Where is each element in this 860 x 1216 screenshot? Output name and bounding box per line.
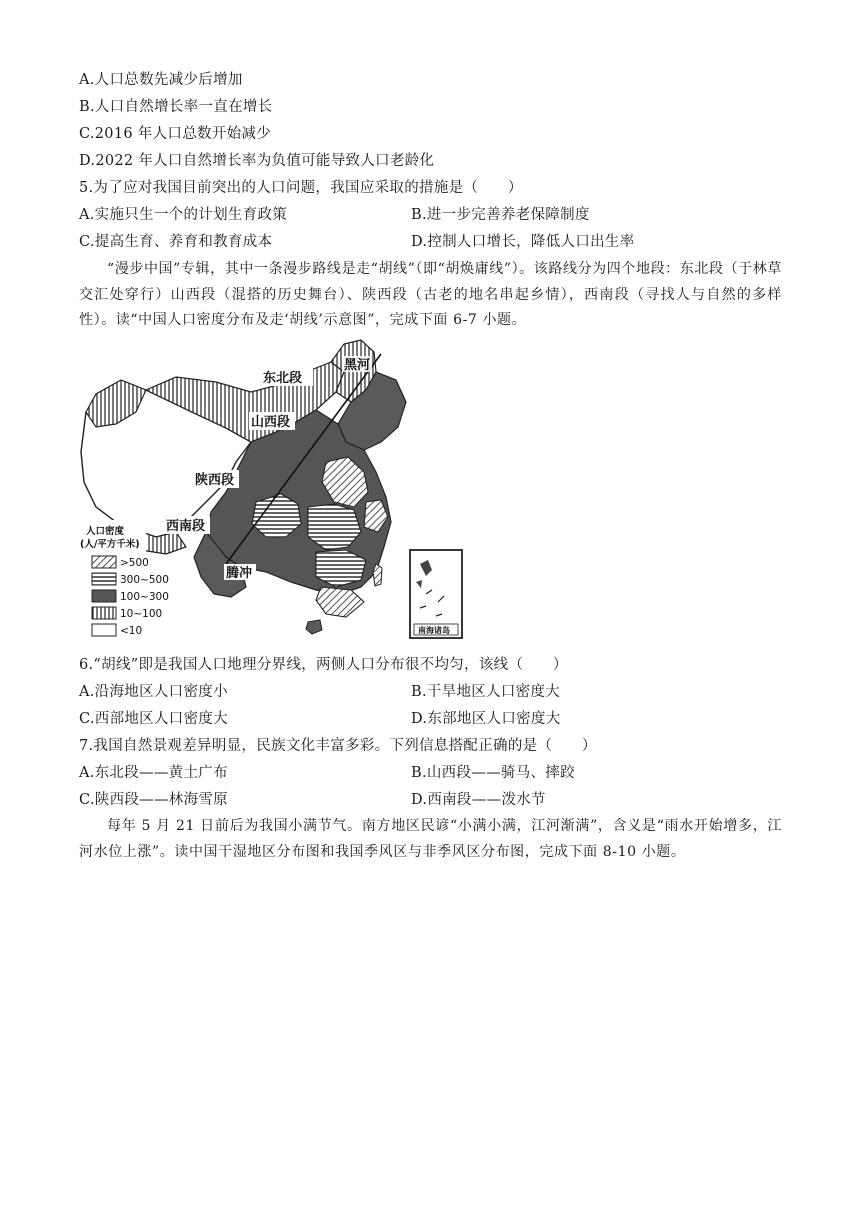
q6-stem: 6.“胡线”即是我国人口地理分界线，两侧人口分布很不均匀，该线（ ） bbox=[79, 657, 568, 673]
q5-option-d: D.控制人口增长，降低人口出生率 bbox=[411, 234, 635, 250]
region-taiwan bbox=[373, 564, 382, 586]
legend-item-5: <10 bbox=[120, 625, 143, 637]
label-tengchong: 腾冲 bbox=[226, 566, 253, 581]
label-shaanxi: 陕西段 bbox=[195, 473, 235, 488]
legend-swatch-4 bbox=[92, 607, 116, 619]
legend-swatch-5 bbox=[92, 624, 116, 636]
prev-option-b: B.人口自然增长率一直在增长 bbox=[79, 99, 273, 115]
intro-paragraph-6-7: “漫步中国”专辑，其中一条漫步路线是走“胡线”（即“胡焕庸线”）。该路线分为四个地段：东北段（于林草交汇处穿行）山西段（混搭的历史舞台）、陕西段（古老的地名串起乡情），西南段（寻找人与自然的多样性）。读“中国人口密度分布及走‘胡线’示意图”，完成下面 6-7 小题。 bbox=[79, 261, 782, 328]
legend-unit: (人/平方千米) bbox=[80, 539, 140, 550]
q7-option-c: C.陕西段——林海雪原 bbox=[79, 792, 228, 808]
legend-item-3: 100~300 bbox=[120, 591, 169, 603]
q5-stem: 5.为了应对我国目前突出的人口问题，我国应采取的措施是（ ） bbox=[79, 180, 523, 196]
q7-option-d: D.西南段——泼水节 bbox=[411, 792, 546, 808]
legend-title: 人口密度 bbox=[86, 526, 125, 537]
q6-option-d: D.东部地区人口密度大 bbox=[411, 711, 561, 727]
intro-paragraph-8-10: 每年 5 月 21 日前后为我国小满节气。南方地区民谚“小满小满，江河渐满”，含义是“雨水开始增多，江河水位上涨”。读中国干湿地区分布图和我国季风区与非季风区分布图，完成下面 8-10 小题。 bbox=[79, 818, 782, 860]
legend-item-4: 10~100 bbox=[120, 608, 163, 620]
legend-swatch-1 bbox=[92, 556, 116, 568]
prev-option-d: D.2022 年人口自然增长率为负值可能导致人口老龄化 bbox=[79, 153, 435, 169]
inset-label: 南海诸岛 bbox=[418, 626, 450, 635]
q7-option-a: A.东北段——黄土广布 bbox=[79, 765, 228, 781]
label-southwest: 西南段 bbox=[166, 519, 206, 534]
label-heihe: 黑河 bbox=[344, 358, 371, 373]
legend-swatch-3 bbox=[92, 590, 116, 602]
prev-option-c: C.2016 年人口总数开始减少 bbox=[79, 126, 271, 142]
legend-item-1: >500 bbox=[120, 557, 149, 569]
south-china-sea-inset bbox=[410, 550, 462, 638]
q6-option-c: C.西部地区人口密度大 bbox=[79, 711, 228, 727]
q7-stem: 7.我国自然景观差异明显，民族文化丰富多彩。下列信息搭配正确的是（ ） bbox=[79, 738, 597, 754]
q6-option-b: B.干旱地区人口密度大 bbox=[411, 684, 561, 700]
q6-option-a: A.沿海地区人口密度小 bbox=[79, 684, 228, 700]
label-shanxi: 山西段 bbox=[251, 415, 291, 430]
population-density-map bbox=[76, 332, 474, 648]
q5-option-a: A.实施只生一个的计划生育政策 bbox=[79, 207, 288, 223]
q5-option-c: C.提高生育、养育和教育成本 bbox=[79, 234, 273, 250]
prev-option-a: A.人口总数先减少后增加 bbox=[79, 72, 243, 88]
q5-option-b: B.进一步完善养老保障制度 bbox=[411, 207, 590, 223]
q7-option-b: B.山西段——骑马、摔跤 bbox=[411, 765, 575, 781]
label-northeast: 东北段 bbox=[263, 371, 303, 386]
legend-swatch-2 bbox=[92, 573, 116, 585]
legend-item-2: 300~500 bbox=[120, 574, 169, 586]
china-map-svg bbox=[76, 332, 474, 648]
